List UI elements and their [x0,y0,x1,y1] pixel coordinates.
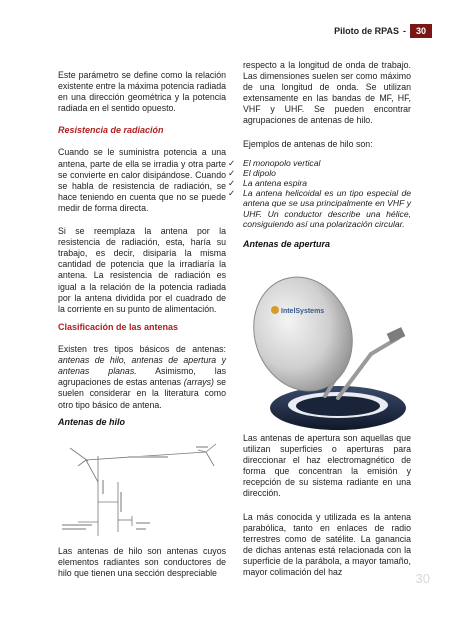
right-column [228,60,411,250]
apertura-paragraph-1: Las antenas de apertura son aquellas que utilizan superficies o aperturas para direccionar el haz electromagnético de forma que concentran la emisión y recepción de su sistema radiante en una dirección. [243,433,411,499]
clas-text-3: se suelen considerar en la literatura como otro tipo básico de antena. [58,377,226,410]
clas-text-1: Existen tres tipos básicos de antenas: [58,344,226,355]
clas-text-2: Asimismo, las agrupaciones de estas antenas [58,366,226,388]
heading-hilo: Antenas de hilo [58,417,126,427]
header-title: Piloto de RPAS [334,26,399,36]
list-item: ✓ El monopolo vertical [228,157,321,168]
resistencia-paragraph-1: Cuando se le suministra potencia a una antena, parte de ella se irradia y otra parte se convierte en calor disipándose. Cuando se habla de resistencia de radiación, se hace teniendo en cuenta que no se puede medir de forma directa. [58,147,226,213]
wire-antenna-diagram [58,442,228,542]
clas-types: antenas de hilo, antenas de apertura y antenas planas. [58,355,226,377]
right-column-lower [243,433,411,590]
antenna-examples-list [228,157,411,229]
hilo-heading-block [58,417,226,428]
footer-page-number: 30 [415,571,430,586]
continuation-paragraph: respecto a la longitud de onda de trabajo. Las dimensiones suelen ser como máximo de una longitud de onda. Se utilizan extensamente en las bandas de MF, HF, VHF y UHF. Se pueden encontrar agrupaciones de antenas de hilo. [243,60,411,126]
heading-clasificacion: Clasificación de las antenas [58,322,179,332]
ejemplos-paragraph: Ejemplos de antenas de hilo son: [243,138,373,149]
header-page-badge: 30 [410,24,432,38]
heading-resistencia: Resistencia de radiación [58,125,164,136]
check-icon: ✓ [228,178,236,189]
hilo-paragraph: Las antenas de hilo son antenas cuyos elementos radiantes son conductores de hilo que tienen una sección despreciable [58,546,226,579]
hilo-paragraph-block [58,546,226,591]
satellite-dish-image [243,268,413,438]
clasificacion-paragraph [58,344,226,411]
check-icon: ✓ [228,157,236,168]
header-separator: - [402,26,406,36]
left-column [58,70,226,327]
apertura-paragraph-2: La más conocida y utilizada es la antena parabólica, tanto en enlaces de radio terrestres como de satélite. La ganancia de dichas antenas está relacionada con la superficie de la parábola, a mayor tamaño, mayor colimación del haz [243,511,411,578]
list-item: ✓ La antena espira [228,178,308,189]
intro-paragraph: Este parámetro se define como la relación existente entre la máxima potencia radiada en una dirección geométrica y la potencia radiada en el sentido opuesto. [58,70,226,114]
page-header [334,24,432,38]
check-icon: ✓ [228,167,236,178]
left-column-lower [58,322,226,423]
list-item: ✓ La antena helicoidal es un tipo especial de antena que se usa principalmente en VHF y UHF. Un conductor describe una hélice, consiguiendo así una polarización circular. [228,188,411,229]
svg-text:IntelSystems: IntelSystems [281,308,325,315]
heading-apertura: Antenas de apertura [243,239,331,250]
list-item: ✓ El dipolo [228,167,276,178]
clas-arrays: (arrays) [183,377,214,388]
resistencia-paragraph-2: Si se reemplaza la antena por la resistencia de radiación, esta, haría su trabajo, es decir, disiparía la misma cantidad de potencia que la irradiaría la antena. La resistencia de radiación es igual a la relación de la potencia radiada por la antena dividida por el cuadrado de la corriente en su punto de alimentación. [58,226,226,314]
check-icon: ✓ [228,188,236,199]
